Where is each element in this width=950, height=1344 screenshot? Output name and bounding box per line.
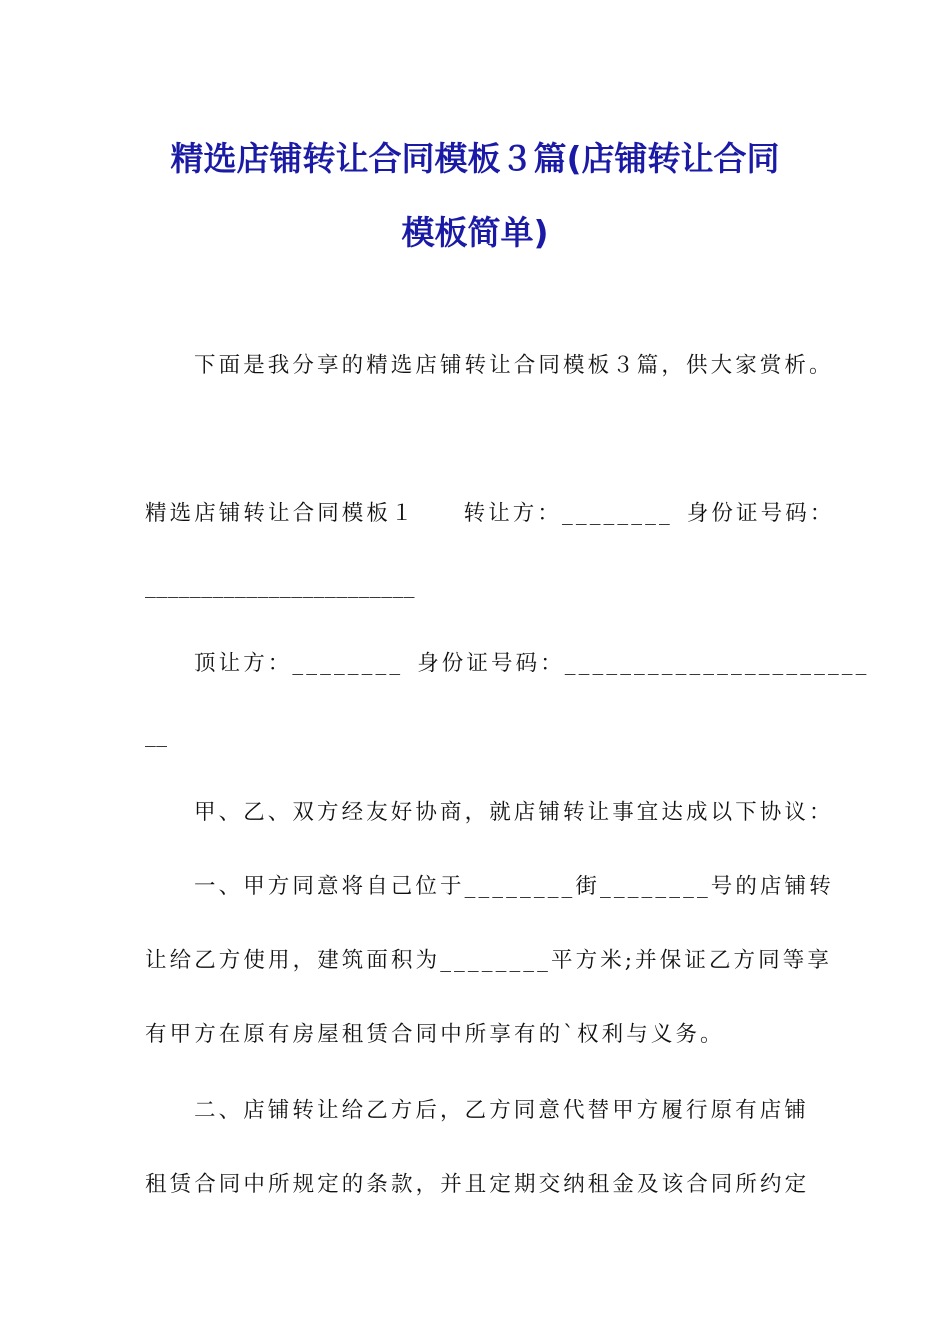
template1-heading: 精选店铺转让合同模板１ bbox=[145, 501, 416, 526]
transferee-id-field: 身份证号码：______________________ bbox=[417, 651, 870, 676]
clause-1-line-1: 一、甲方同意将自己位于________街________号的店铺转 bbox=[194, 874, 834, 899]
agreement-intro: 甲、乙、双方经友好协商，就店铺转让事宜达成以下协议： bbox=[194, 800, 834, 825]
document-title-line-2: 模板简单) bbox=[401, 213, 549, 252]
clause-1-line-2: 让给乙方使用，建筑面积为________平方米;并保证乙方同等享 bbox=[145, 948, 832, 973]
transferee-line bbox=[194, 646, 870, 677]
transferee-id-blank: __ bbox=[145, 723, 168, 748]
clause-2-line-2: 租赁合同中所规定的条款，并且定期交纳租金及该合同所约定 bbox=[145, 1172, 810, 1197]
transferor-id-field: 身份证号码： bbox=[686, 501, 835, 526]
transferor-field: 转让方：________ bbox=[463, 501, 673, 526]
template1-parties-line bbox=[145, 496, 834, 527]
transferee-field: 顶让方：________ bbox=[194, 651, 404, 676]
clause-1-line-3: 有甲方在原有房屋租赁合同中所享有的`权利与义务。 bbox=[145, 1022, 725, 1047]
intro-paragraph: 下面是我分享的精选店铺转让合同模板３篇，供大家赏析。 bbox=[194, 353, 834, 378]
document-title-line-1: 精选店铺转让合同模板３篇(店铺转让合同 bbox=[170, 139, 780, 178]
clause-2-line-1: 二、店铺转让给乙方后，乙方同意代替甲方履行原有店铺 bbox=[194, 1098, 810, 1123]
transferor-id-blank: ________________________ bbox=[145, 574, 415, 599]
